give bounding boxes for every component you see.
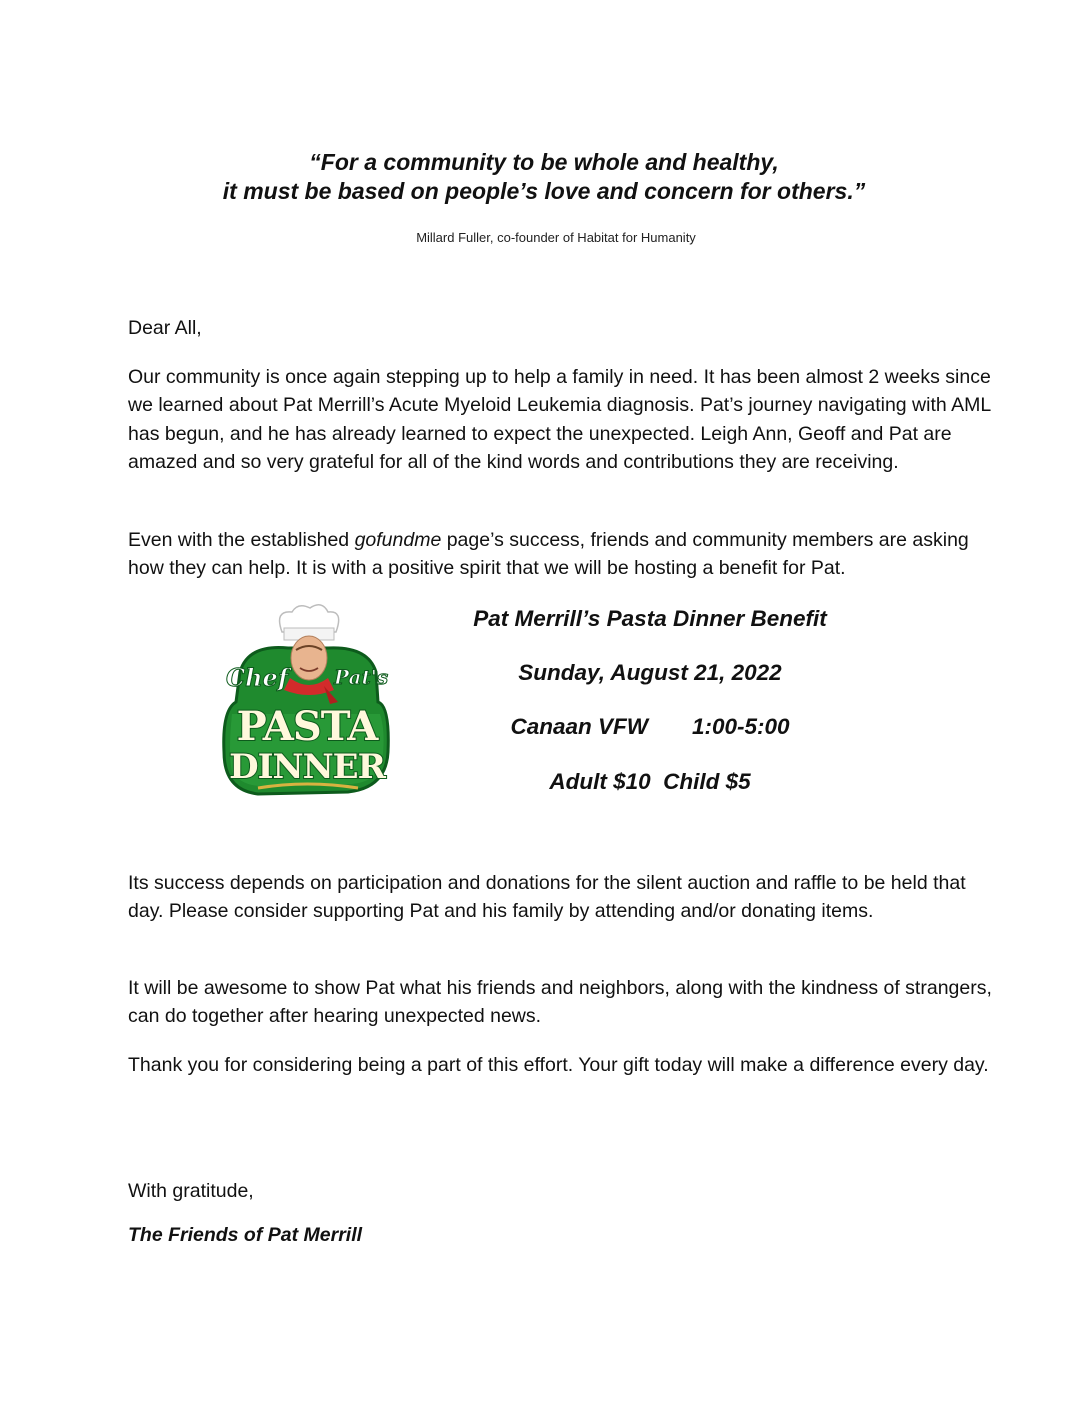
event-title: Pat Merrill’s Pasta Dinner Benefit — [473, 606, 827, 631]
pasta-dinner-logo — [218, 602, 396, 798]
quote-line-2: it must be based on people’s love and concern for others.” — [222, 178, 866, 204]
paragraph-benefit — [128, 526, 998, 583]
quote-attribution: Millard Fuller, co-founder of Habitat for Humanity — [416, 230, 696, 245]
logo-chef-text: Chef — [226, 663, 289, 692]
logo-dinner-text: DINNER — [229, 747, 385, 787]
signature: The Friends of Pat Merrill — [128, 1224, 363, 1246]
event-prices: Adult $10 Child $5 — [549, 769, 751, 794]
event-location-time — [400, 714, 900, 740]
greeting: Dear All, — [128, 317, 202, 339]
paragraph-intro: Our community is once again stepping up to help a family in need. It has been almost 2 weeks since we learned about Pat Merrill’s Acute Myeloid Leukemia diagnosis. Pat’s journey navigating with AML has begun, and he has already learned to expect the unexpected. Leigh Ann, Geoff and Pat are amazed and so very grateful for all of the kind words and contributions they are receiving. — [128, 366, 991, 473]
paragraph-benefit-end: page’s success, friends and community members are asking how they can help. It is with a positive spirit that we will be hosting a benefit for Pat. — [128, 529, 969, 580]
logo-pats-text: Pat's — [334, 665, 389, 689]
event-date: Sunday, August 21, 2022 — [518, 660, 782, 685]
gofundme-text: gofundme — [354, 529, 442, 551]
quote-line-1: “For a community to be whole and healthy, — [309, 149, 779, 175]
event-time: 1:00-5:00 — [691, 714, 790, 739]
event-venue: Canaan VFW — [510, 714, 648, 739]
paragraph-benefit-start: Even with the established — [128, 529, 355, 551]
paragraph-participation: Its success depends on participation and donations for the silent auction and raffle to be held that day. Please consider supporting Pat and his family by attending and/or donating items. — [128, 872, 966, 923]
pasta-dinner-logo-graphic — [218, 602, 396, 798]
paragraph-awesome: It will be awesome to show Pat what his friends and neighbors, along with the kindness of strangers, can do together after hearing unexpected news. — [128, 977, 992, 1028]
opening-quote — [0, 148, 1088, 206]
closing: With gratitude, — [128, 1180, 254, 1202]
logo-pasta-text: PASTA — [236, 703, 378, 750]
paragraph-thanks: Thank you for considering being a part of this effort. Your gift today will make a difference every day. — [128, 1054, 989, 1076]
